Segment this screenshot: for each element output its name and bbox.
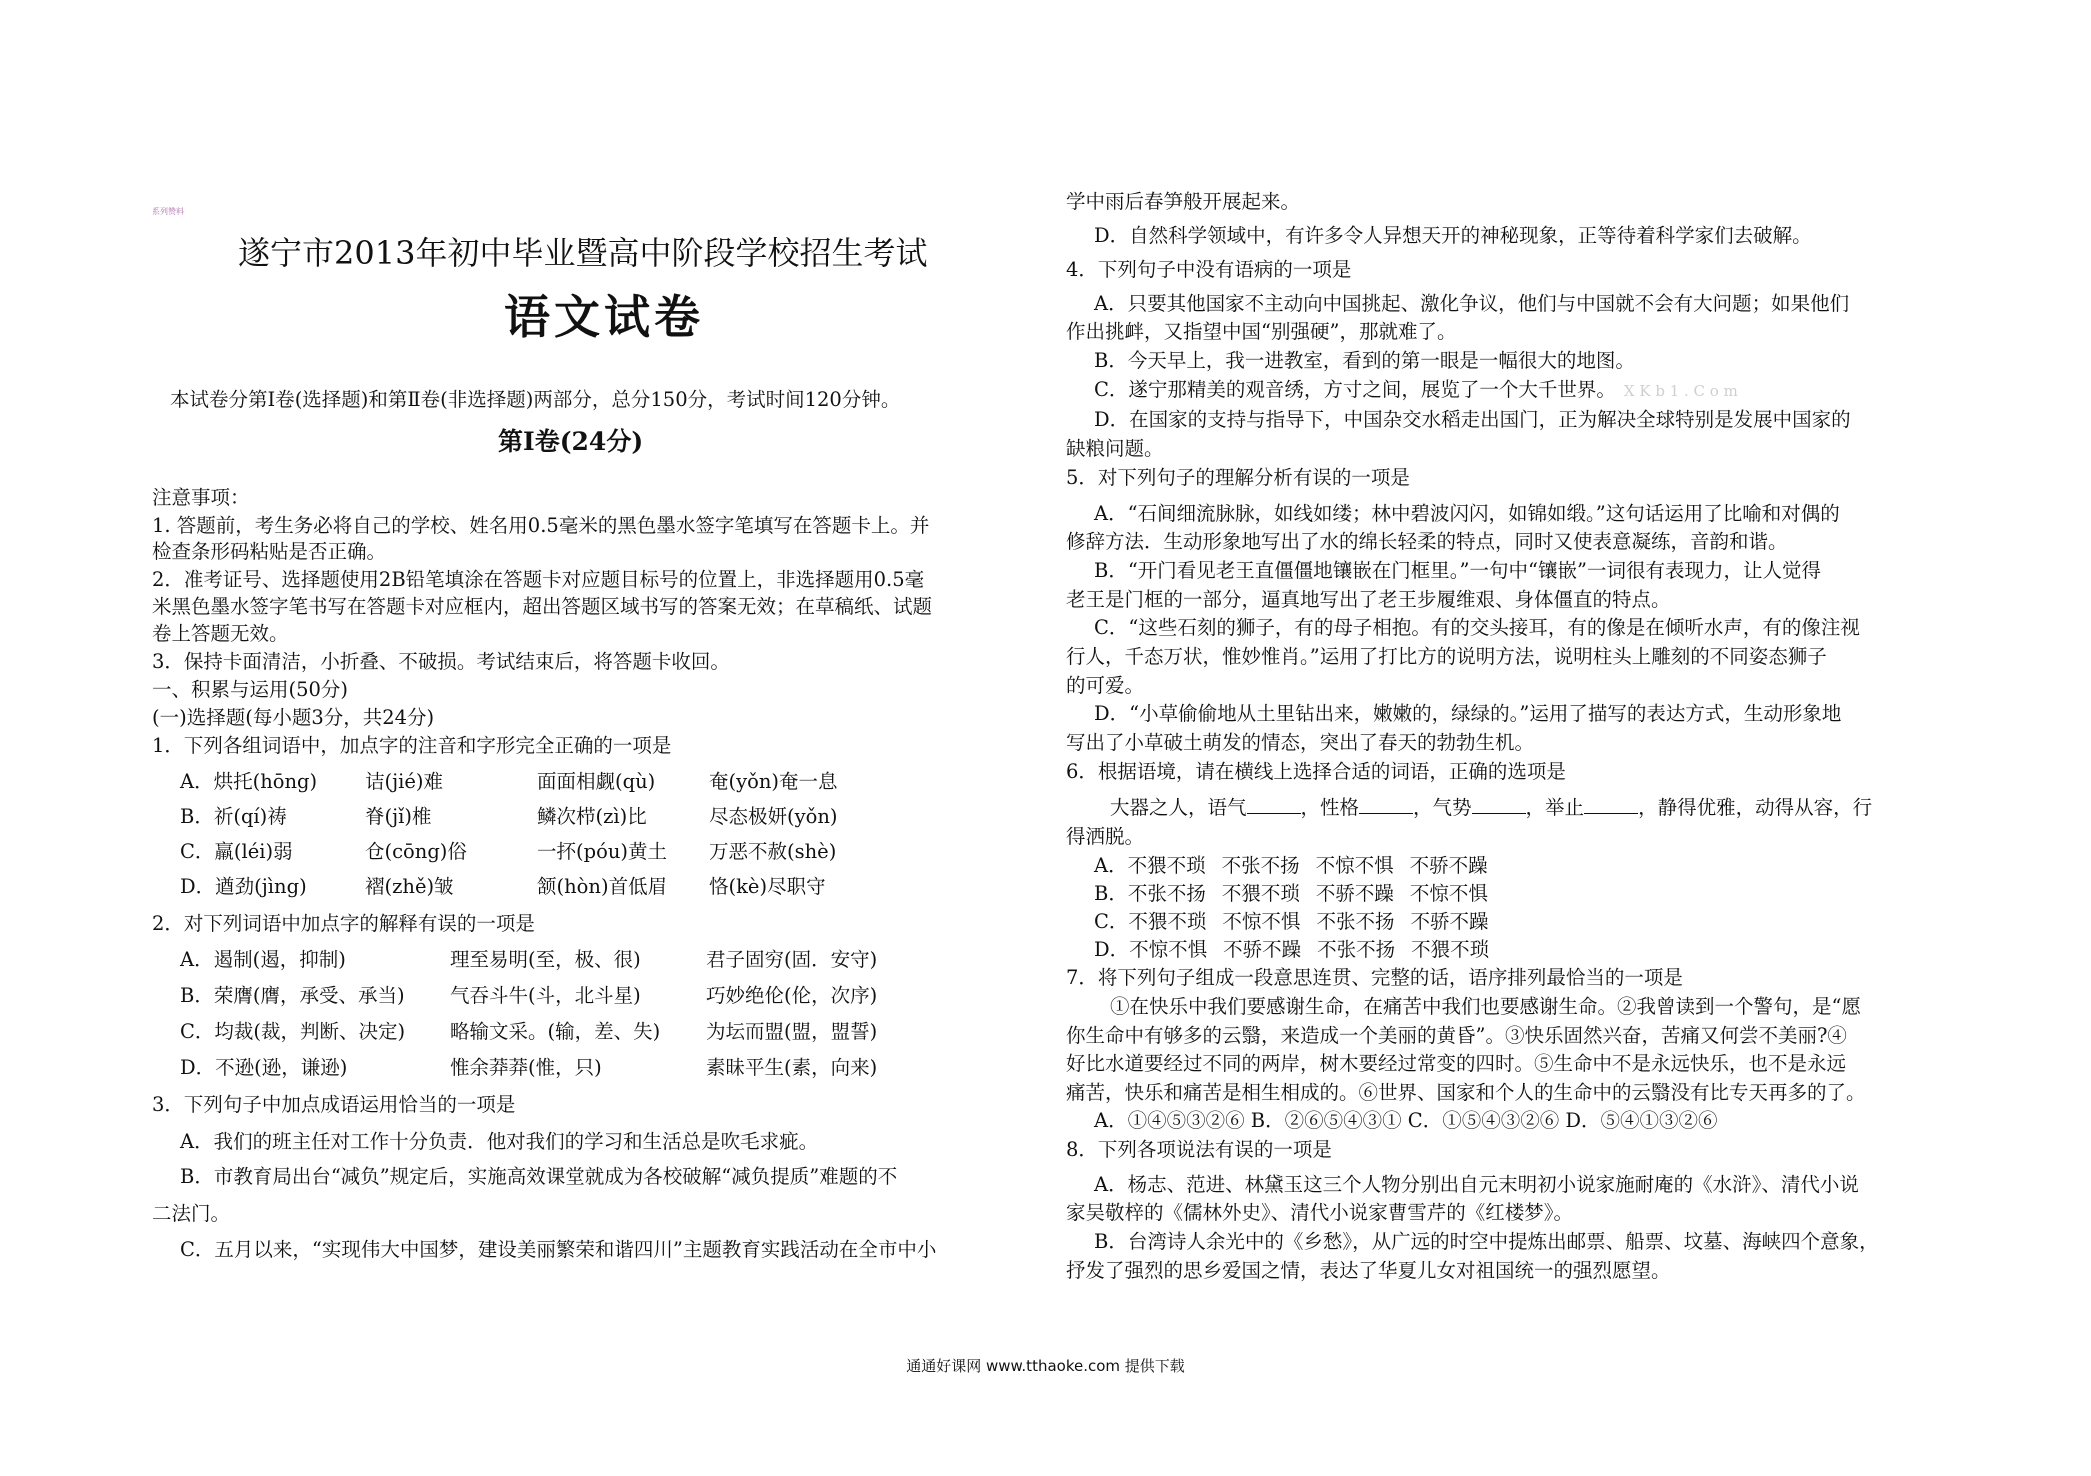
q2-cell: 惟余莽莽(惟，只)	[450, 1056, 602, 1079]
q6-option: A．不猥不琐 不张不扬 不惊不惧 不骄不躁	[1094, 854, 1488, 877]
q6-passage	[1110, 796, 1872, 820]
q2-cell: 为坛而盟(盟，盟誓)	[706, 1020, 878, 1043]
q3-line: D．自然科学领域中，有许多令人异想天开的神秘现象，正等待着科学家们去破解。	[1094, 224, 1812, 247]
q5-stem: 5．对下列句子的理解分析有误的一项是	[1066, 466, 1410, 489]
q1-cell: A．烘托(hōng)	[180, 770, 318, 793]
q6-option: C．不猥不琐 不惊不惧 不张不扬 不骄不躁	[1094, 910, 1489, 933]
q1-option-row	[152, 805, 879, 829]
q3-line: 学中雨后春笋般开展起来。	[1066, 190, 1301, 213]
q6-blank	[1584, 797, 1638, 814]
q1-cell: 颔(hòn)首低眉	[537, 875, 668, 898]
watermark-top: 系列赞料	[152, 207, 184, 216]
q1-cell: 脊(jǐ)椎	[365, 805, 432, 828]
q5-line: 写出了小草破土萌发的情态，突出了春天的勃勃生机。	[1066, 731, 1535, 754]
q2-cell: 巧妙绝伦(伦，次序)	[706, 984, 878, 1007]
q8-line: 家吴敬梓的《儒林外史》、清代小说家曹雪芹的《红楼梦》。	[1066, 1201, 1574, 1224]
note-line: 1. 答题前，考生务必将自己的学校、姓名用0.5毫米的黑色墨水签字笔填写在答题卡上。并	[152, 514, 930, 537]
q7-line: 好比水道要经过不同的两岸，树木要经过常变的四时。⑤生命中不是永远快乐，也不是永远	[1066, 1052, 1847, 1075]
q1-cell: 一抔(póu)黄土	[537, 840, 667, 863]
q6-text: ，举止	[1525, 796, 1585, 819]
intro-text: 本试卷分第Ⅰ卷(选择题)和第Ⅱ卷(非选择题)两部分，总分150分，考试时间120分钟。	[170, 388, 901, 411]
q5-line: D．“小草偷偷地从土里钻出来，嫩嫩的，绿绿的。”运用了描写的表达方式，生动形象地	[1094, 702, 1842, 725]
paper-subtitle: 语文试卷	[504, 290, 704, 344]
q2-cell: A．遏制(遏，抑制)	[180, 948, 346, 971]
q8-stem: 8．下列各项说法有误的一项是	[1066, 1138, 1332, 1161]
q2-cell: 君子固穷(固．安守)	[706, 948, 878, 971]
q5-line: B．“开门看见老王直僵僵地镶嵌在门框里。”一句中“镶嵌”一词很有表现力，让人觉得	[1094, 559, 1821, 582]
q2-stem: 2．对下列词语中加点字的解释有误的一项是	[152, 912, 535, 935]
q2-option-row	[152, 948, 926, 972]
exam-title: 遂宁市2013年初中毕业暨高中阶段学校招生考试	[238, 234, 928, 272]
q3-stem: 3．下列句子中加点成语运用恰当的一项是	[152, 1093, 516, 1116]
watermark-xkb1: X K b 1 . C o m	[1623, 382, 1738, 400]
q8-line: 抒发了强烈的思乡爱国之情，表达了华夏儿女对祖国统一的强烈愿望。	[1066, 1259, 1671, 1282]
q1-cell: 诘(jié)难	[365, 770, 444, 793]
part-heading: 一、积累与运用(50分)	[152, 678, 349, 701]
q3-line: 二法门。	[152, 1202, 231, 1225]
q6-option: B．不张不扬 不猥不琐 不骄不躁 不惊不惧	[1094, 882, 1488, 905]
q6-stem: 6．根据语境，请在横线上选择合适的词语，正确的选项是	[1066, 760, 1566, 783]
q2-option-row	[152, 984, 926, 1008]
q2-cell: B．荣膺(膺，承受、承当)	[180, 984, 405, 1007]
q1-cell: 奄(yǒn)奄一息	[709, 770, 838, 793]
part-subheading: (一)选择题(每小题3分，共24分)	[152, 706, 435, 729]
q6-text: ，气势	[1413, 796, 1472, 819]
q1-cell: 恪(kè)尽职守	[709, 875, 826, 898]
q7-line: 痛苦，快乐和痛苦是相生相成的。⑥世界、国家和个人的生命中的云翳没有比专天再多的了。	[1066, 1081, 1866, 1104]
page-footer: 通通好课网 www.tthaoke.com 提供下载	[906, 1357, 1185, 1375]
q2-cell: C．均裁(裁，判断、决定)	[180, 1020, 406, 1043]
q6-option: D．不惊不惧 不骄不躁 不张不扬 不猥不琐	[1094, 938, 1490, 961]
q4-line	[1066, 378, 1738, 403]
q1-cell: 鳞次栉(zì)比	[537, 805, 647, 828]
note-line: 米黑色墨水签字笔书写在答题卡对应框内，超出答题区域书写的答案无效；在草稿纸、试题	[152, 595, 933, 618]
q4-stem: 4．下列句子中没有语病的一项是	[1066, 258, 1352, 281]
q2-option-row	[152, 1020, 926, 1044]
q1-cell: D．遒劲(jìng)	[180, 875, 307, 898]
notes-heading: 注意事项：	[152, 486, 250, 509]
q6-blank	[1359, 797, 1413, 814]
q5-line: 老王是门框的一部分，逼真地写出了老王步履维艰、身体僵直的特点。	[1066, 588, 1671, 611]
q5-line: A．“石间细流脉脉，如线如缕；林中碧波闪闪，如锦如缎。”这句话运用了比喻和对偶的	[1094, 502, 1840, 525]
q2-option-row	[152, 1056, 926, 1080]
q2-cell: 略输文采。(输，差、失)	[450, 1020, 661, 1043]
q3-line: C．五月以来，“实现伟大中国梦，建设美丽繁荣和谐四川”主题教育实践活动在全市中小	[180, 1238, 937, 1261]
q5-line: 行人，千态万状，惟妙惟肖。”运用了打比方的说明方法，说明柱头上雕刻的不同姿态狮子	[1066, 645, 1827, 668]
q1-cell: 面面相觑(qù)	[537, 770, 656, 793]
q8-line: A．杨志、范进、林黛玉这三个人物分别出自元末明初小说家施耐庵的《水浒》、清代小说	[1094, 1173, 1859, 1196]
q1-cell: 仓(cōng)俗	[365, 840, 467, 863]
q1-cell: 万恶不赦(shè)	[709, 840, 837, 863]
q1-option-row	[152, 770, 879, 794]
q7-answers: A．①④⑤③②⑥ B．②⑥⑤④③① C．①⑤④③②⑥ D．⑤④①③②⑥	[1094, 1109, 1718, 1132]
q1-cell: C．羸(léi)弱	[180, 840, 293, 863]
q4-line-text: C．遂宁那精美的观音绣，方寸之间，展览了一个大千世界。	[1094, 378, 1616, 401]
q3-line: A．我们的班主任对工作十分负责．他对我们的学习和生活总是吹毛求疵。	[180, 1130, 819, 1153]
q6-blank	[1247, 797, 1301, 814]
q6-text: ，性格	[1300, 796, 1360, 819]
q4-line: A．只要其他国家不主动向中国挑起、激化争议，他们与中国就不会有大问题；如果他们	[1094, 292, 1850, 315]
note-line: 2．准考证号、选择题使用2B铅笔填涂在答题卡对应题目标号的位置上，非选择题用0.5毫	[152, 568, 925, 591]
q5-line: C．“这些石刻的狮子，有的母子相抱。有的交头接耳，有的像是在倾听水声，有的像注视	[1094, 616, 1860, 639]
q6-blank	[1472, 797, 1526, 814]
q1-option-row	[152, 840, 879, 864]
note-line: 3．保持卡面清洁，小折叠、不破损。考试结束后，将答题卡收回。	[152, 650, 730, 673]
section-heading: 第Ⅰ卷(24分)	[498, 427, 644, 456]
q7-stem: 7．将下列句子组成一段意思连贯、完整的话，语序排列最恰当的一项是	[1066, 966, 1683, 989]
q2-cell: D．不逊(逊，谦逊)	[180, 1056, 348, 1079]
q7-line: 你生命中有够多的云翳，来造成一个美丽的黄昏”。③快乐固然兴奋，苦痛又何尝不美丽?④	[1066, 1024, 1847, 1047]
note-line: 卷上答题无效。	[152, 622, 289, 645]
q1-cell: 褶(zhě)皱	[365, 875, 454, 898]
q6-passage-end: 得洒脱。	[1066, 825, 1145, 848]
q8-line: B．台湾诗人余光中的《乡愁》，从广远的时空中提炼出邮票、船票、坟墓、海峡四个意象，	[1094, 1230, 1879, 1253]
q2-cell: 素昧平生(素，向来)	[706, 1056, 878, 1079]
q1-cell: 尽态极妍(yǒn)	[709, 805, 838, 828]
q1-option-row	[152, 875, 879, 899]
q5-line: 的可爱。	[1066, 674, 1145, 697]
q3-line: B．市教育局出台“减负”规定后，实施高效课堂就成为各校破解“减负提质”难题的不	[180, 1165, 898, 1188]
q2-cell: 气吞斗牛(斗，北斗星)	[450, 984, 641, 1007]
q7-line: ①在快乐中我们要感谢生命，在痛苦中我们也要感谢生命。②我曾读到一个警句，是“愿	[1110, 995, 1861, 1018]
q6-text: 大器之人，语气	[1110, 796, 1247, 819]
q1-cell: B．祈(qí)祷	[180, 805, 287, 828]
note-line: 检查条形码粘贴是否正确。	[152, 540, 387, 563]
q4-line: 作出挑衅，又指望中国“别强硬”，那就难了。	[1066, 320, 1457, 343]
q4-line: D．在国家的支持与指导下，中国杂交水稻走出国门，正为解决全球特别是发展中国家的	[1094, 408, 1851, 431]
q4-line: 缺粮问题。	[1066, 437, 1164, 460]
q6-text: ，静得优雅，动得从容，行	[1638, 796, 1873, 819]
q4-line: B．今天早上，我一进教室，看到的第一眼是一幅很大的地图。	[1094, 349, 1635, 372]
q5-line: 修辞方法．生动形象地写出了水的绵长轻柔的特点，同时又使表意凝练，音韵和谐。	[1066, 530, 1788, 553]
q1-stem: 1．下列各组词语中，加点字的注音和字形完全正确的一项是	[152, 734, 672, 757]
q2-cell: 理至易明(至，极、很)	[450, 948, 641, 971]
